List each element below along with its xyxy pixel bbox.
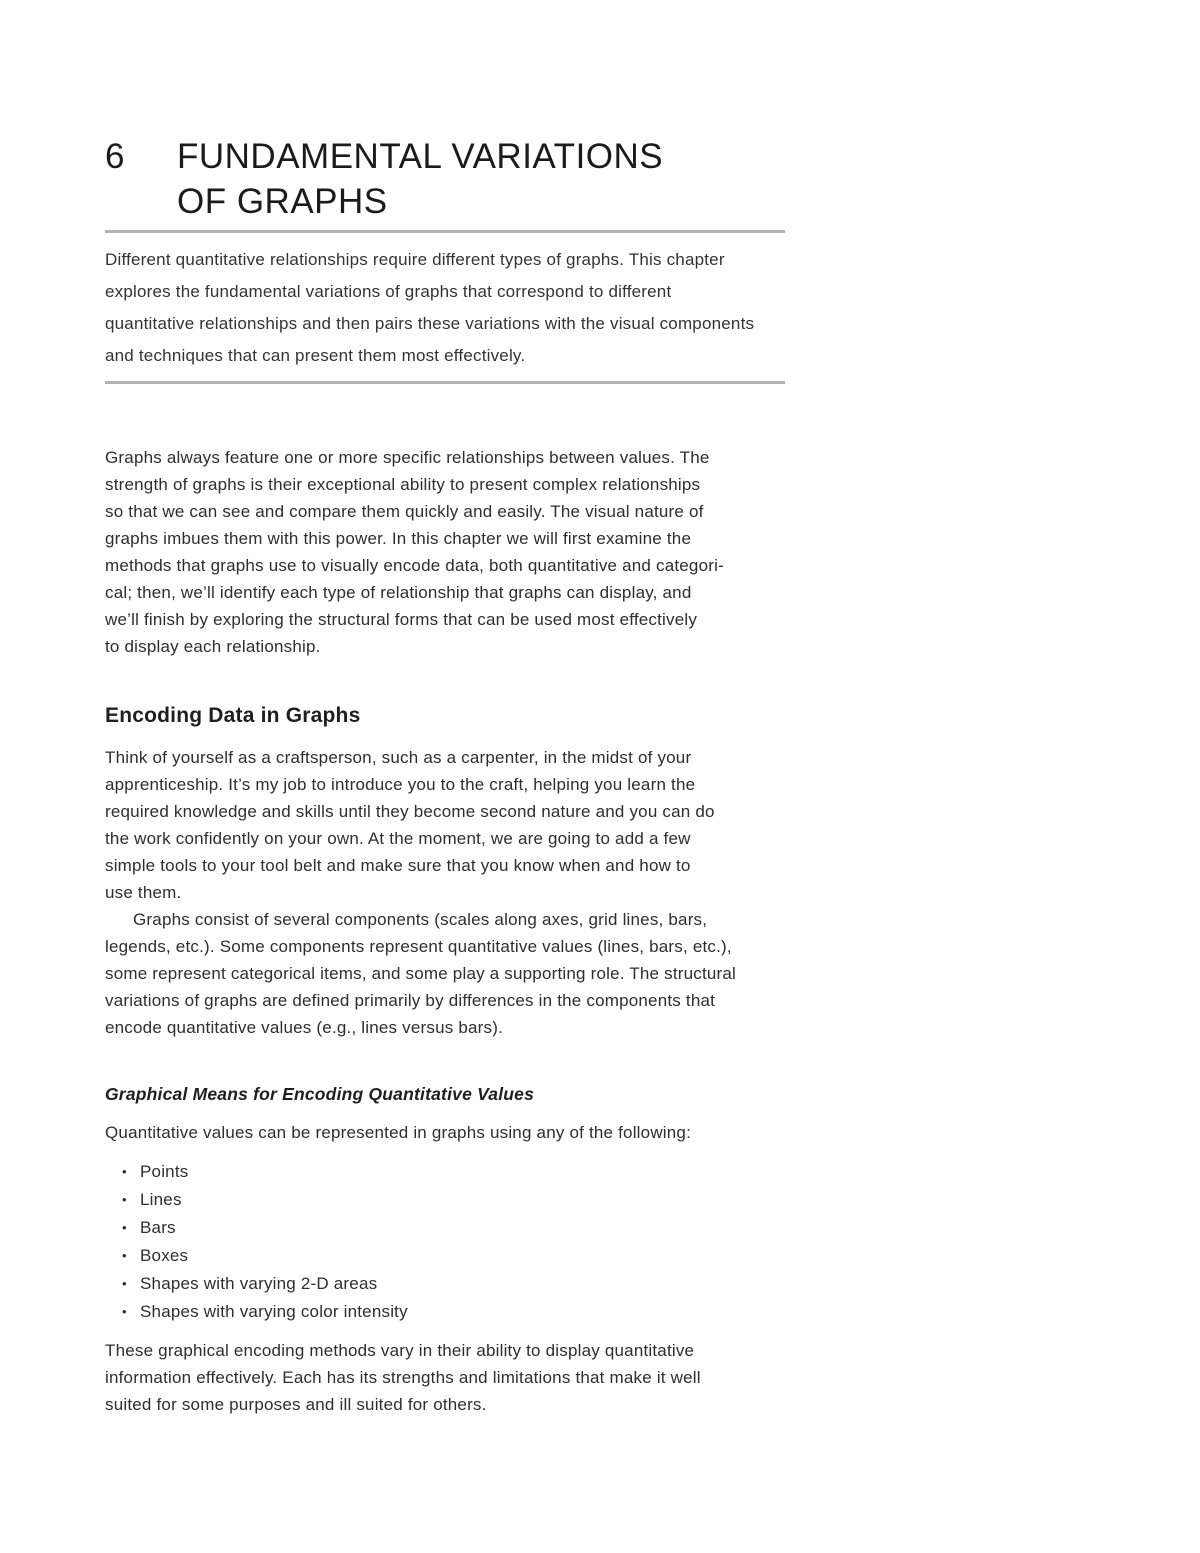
text-line: Graphs consist of several components (scales along axes, grid lines, bars, <box>133 910 708 929</box>
text-line: Graphs always feature one or more specific relationships between values. The <box>105 448 710 467</box>
section-heading-encoding-data: Encoding Data in Graphs <box>105 704 361 727</box>
list-item <box>122 1158 785 1185</box>
text-line: so that we can see and compare them quickly and easily. The visual nature of <box>105 502 704 521</box>
list-item <box>122 1242 785 1269</box>
list-item-label: Bars <box>140 1218 176 1237</box>
list-item-label: Points <box>140 1162 189 1181</box>
text-line: some represent categorical items, and some play a supporting role. The structural <box>105 964 737 983</box>
text-line: legends, etc.). Some components represent quantitative values (lines, bars, etc.), <box>105 937 732 956</box>
list-item <box>122 1298 785 1325</box>
list-item-label: Lines <box>140 1190 182 1209</box>
paragraph-components <box>105 906 785 1041</box>
list-item <box>122 1270 785 1297</box>
text-line: graphs imbues them with this power. In this chapter we will first examine the <box>105 529 692 548</box>
list-item-label: Shapes with varying color intensity <box>140 1302 408 1321</box>
paragraph-closing <box>105 1337 785 1418</box>
bullet-icon: • <box>122 1164 127 1179</box>
chapter-title <box>105 134 785 224</box>
text-line: simple tools to your tool belt and make sure that you know when and how to <box>105 856 691 875</box>
text-line: information effectively. Each has its strengths and limitations that make it well <box>105 1368 701 1387</box>
chapter-title-line1: FUNDAMENTAL VARIATIONS <box>177 137 664 176</box>
chapter-title-text <box>177 134 663 224</box>
text-line: and techniques that can present them most effectively. <box>105 346 526 365</box>
text-line: Think of yourself as a craftsperson, such as a carpenter, in the midst of your <box>105 748 692 767</box>
bullet-icon: • <box>122 1304 127 1319</box>
paragraph-craftsperson <box>105 744 785 906</box>
list-item <box>122 1214 785 1241</box>
page-content <box>105 0 785 1418</box>
chapter-number: 6 <box>105 137 125 176</box>
text-line: quantitative relationships and then pairs these variations with the visual components <box>105 314 755 333</box>
text-line: suited for some purposes and ill suited for others. <box>105 1395 487 1414</box>
text-line: we’ll finish by exploring the structural forms that can be used most effectively <box>105 610 698 629</box>
bullet-icon: • <box>122 1276 127 1291</box>
text-line: variations of graphs are defined primarily by differences in the components that <box>105 991 716 1010</box>
text-line: to display each relationship. <box>105 637 321 656</box>
text-line: These graphical encoding methods vary in their ability to display quantitative <box>105 1341 695 1360</box>
list-lead-in <box>105 1119 785 1146</box>
chapter-title-line2: OF GRAPHS <box>177 182 388 221</box>
text-line: Quantitative values can be represented in graphs using any of the following: <box>105 1123 692 1142</box>
list-item <box>122 1186 785 1213</box>
bullet-icon: • <box>122 1248 127 1263</box>
text-line: methods that graphs use to visually encode data, both quantitative and categori- <box>105 556 724 575</box>
text-line: explores the fundamental variations of graphs that correspond to different <box>105 282 672 301</box>
text-line: apprenticeship. It’s my job to introduce you to the craft, helping you learn the <box>105 775 696 794</box>
divider-bottom-rule <box>105 381 785 384</box>
text-line: Different quantitative relationships require different types of graphs. This chapter <box>105 250 725 269</box>
subsection-heading-graphical-means: Graphical Means for Encoding Quantitative Values <box>105 1084 535 1104</box>
encoding-methods-list <box>105 1158 785 1325</box>
bullet-icon: • <box>122 1220 127 1235</box>
text-line: encode quantitative values (e.g., lines versus bars). <box>105 1018 504 1037</box>
bullet-icon: • <box>122 1192 127 1207</box>
text-line: strength of graphs is their exceptional ability to present complex relationships <box>105 475 701 494</box>
text-line: use them. <box>105 883 182 902</box>
paragraph-overview <box>105 444 785 660</box>
list-item-label: Shapes with varying 2-D areas <box>140 1274 378 1293</box>
text-line: required knowledge and skills until they become second nature and you can do <box>105 802 715 821</box>
text-line: the work confidently on your own. At the moment, we are going to add a few <box>105 829 691 848</box>
chapter-intro <box>105 233 785 381</box>
list-item-label: Boxes <box>140 1246 189 1265</box>
text-line: cal; then, we’ll identify each type of relationship that graphs can display, and <box>105 583 692 602</box>
